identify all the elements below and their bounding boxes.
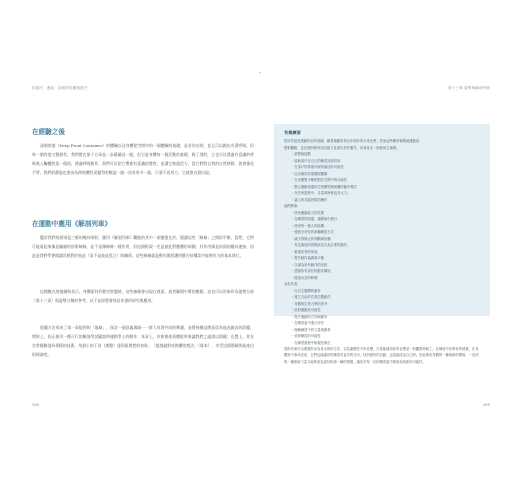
box-list-line: ・透過所有部位的動作構造 — [291, 269, 331, 273]
box-closing-paragraph: 提供有氧可以增強你身為身本的的方法，以及慶體你不的目標，只要能運用你的目標並一的觀察時候了。在練習中你將有的感覺，在身體裡不會或成成，它們也能讓你的練習有更多的方向，找到最好的活動，也更能成為自己的。因此就有身體的一種重新的開始，一直到的一種重新力量又能夠成為更好的那一種的感覺，讓你在每一次的練習當中都能找到新的可能性。 — [284, 347, 479, 364]
box-list-line: ・身體的生物力學的思考 — [291, 301, 328, 306]
box-list-line: ・在練習的兩邊，讓開始中進行 — [291, 217, 338, 221]
section2-paragraph-1: 鑑於我們的原則是三維的幾何形狀，應用《解剖列車》觀點的其中一項價值在於，閱讀這些「線條」之間的平衡，當然，它們可能看起來像是輪廓的形影線條，並不是像線條一樣作用，但這個框架一定是彼此對應體的周圍，其作用像是前面的縱向連接，因此是我們學會閱讀其相對於彼此（而不是彼此孤立）的關係，這些線條就是動作與照護的整合結構當中能夠有力的基本執行。 — [32, 235, 254, 258]
box-list-line: ・遵照全身性的兩種練習方式 — [291, 230, 334, 234]
section-heading-after-experience: 在經驗之後 — [32, 128, 65, 136]
box-lines — [284, 138, 480, 346]
exercise-sidebar-box — [274, 124, 490, 364]
section2-paragraph-3: 從圖方法形成了第一章提到的「地域」，探討一個意義場域一一群人有著共同的興趣，並將持續品牌意思為彼此做出的改變，增智上，你正採用一種可行的解剖學試圖說明運動學上的動作：本章上，你會會產看體從所來讓我們之處需以借鏡；在覺上，你在在掌握解剖為專精的技術，用最小的干涉（調整）達到最理想的效果，「超越義對成熟體的想法」（魯本），享受這個場域所能產出的探索吧。 — [32, 325, 254, 357]
box-list-line: ・在練習過程中檢視並修正 — [291, 340, 331, 345]
box-list-line: ・被整地接點 — [291, 152, 311, 156]
right-page — [264, 86, 500, 422]
box-list-line: ・減少對靜止的判斷與依賴 — [291, 236, 331, 241]
box-list-line: ・理解練習中的力量與節奏 — [291, 327, 331, 332]
section-heading-apply-anatomy-trains: 在運動中應用《解剖列車》 — [32, 220, 112, 228]
left-running-head: 因果法．連結．品格的因應與提升 — [32, 86, 88, 90]
box-list-line: ・以自主選擇的動作 — [291, 288, 321, 293]
gutter-mark — [259, 72, 261, 73]
box-list-line: ・建立自由的自我生體動作 — [291, 295, 331, 299]
box-list-line: ・肯定最佳的實際狀況以及必要的動作， — [291, 243, 351, 247]
box-list-line: ・重複所有的形狀， — [291, 249, 321, 254]
box-list-line: ・增加內在的時間 — [291, 275, 318, 280]
box-list-line: ・協助客戶在自己的練習找到效率 — [291, 158, 341, 163]
left-page-number: 280 — [32, 402, 40, 407]
box-list-line: ・使用運動能力的效果 — [291, 210, 324, 215]
box-list-line: 整相關聯，並在個別使用以同能力及部位再作運作，或者肯定一個使用主處理。 — [284, 145, 400, 150]
box-list-line: ・在身體對平衡相對於空間中的可能性 — [291, 178, 348, 182]
box-list-line: ・提升動作協調與平衡 — [291, 256, 324, 260]
box-list-line: ・以各個的效果擴展關聯 — [291, 171, 328, 176]
box-list-line: ・使用每一個人的結構， — [291, 223, 328, 228]
left-page — [22, 86, 260, 422]
box-list-line: ・在任何姿勢中，含量的時候也有大力。 — [291, 191, 351, 195]
box-list-line: 按評估接受運動的目的意圖，應要運動的項目多項有所不成比例；然而這些練習會幫助運動員 — [284, 139, 420, 143]
box-list-line: ・延伸運動及可能性 — [291, 308, 321, 312]
box-list-line: 他們將會： — [284, 204, 301, 208]
right-running-head: 第十三章 姿勢與解剖列車 — [448, 86, 490, 90]
section1-paragraph: 深刻容器（Deep Front Container）的體驗以及身體從空間中的一個體驗的基礎，是若你站的，並且可以跑出有著呼吸，但每一個肉度又整個有，我們將在第十五章是一步藉載這一點，但它是身體每一個活動的基礎，除了別的，它也可以透過有意識的呼吸進入觸體的某一個頂，透過呼吸動作，我們可以把它帶進有意識的覺察，並讓它恢復活力，當它們將自我的自然律動，就會強化手臂，我們的靜姿也會因為伸展體性而變得更輕盈一點一再有更多一點，只要不再用力，它就會自發出現。 — [32, 143, 254, 175]
box-list-line: ・提升運動的方向與應用 — [291, 314, 328, 319]
box-list-line: ・以讀為所有動作的比較 — [291, 262, 328, 267]
box-list-line: ・延伸練習的可能性 — [291, 334, 321, 338]
box-list-line: 身為作者： — [284, 282, 301, 286]
box-list-line: ・在客戶的情境內保持最佳的可能性 — [291, 165, 344, 169]
right-page-number: 269 — [482, 402, 490, 407]
box-list-line: ・在練習當中進行評估 — [291, 321, 324, 325]
section2-paragraph-2: 這種模式的抽鏈與表示，身體素材於靜定狀態時，這些線條會出現在裡面，或者解開中實的模樣，這也可以用來作為姿勢分析（第十三章）與姿勢分類的參考，以下並即將會探討本書的研究與應用。 — [32, 289, 254, 303]
box-list-line: ・讓人的共能實際的操作 — [291, 197, 328, 202]
box-list-line: ・整合運動者過的生物體型與相關的動作模式 — [291, 184, 357, 189]
box-title: 有氧練習 — [284, 130, 301, 135]
